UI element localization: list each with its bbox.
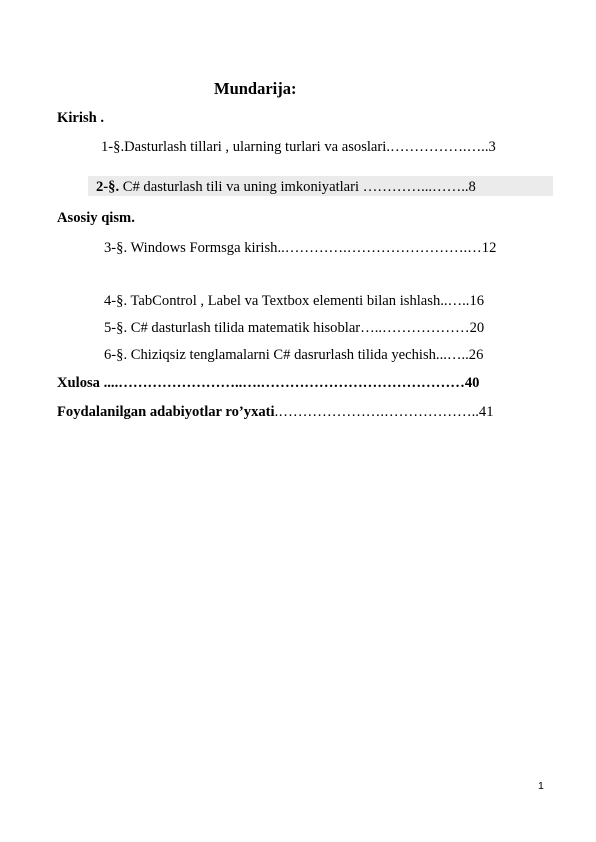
- entry-text: C# dasturlash tili va uning imkoniyatlari …………...……..8: [119, 179, 476, 195]
- toc-title: Mundarija:: [214, 79, 297, 98]
- references-label: Foydalanilgan adabiyotlar ro’yxati: [57, 404, 275, 420]
- toc-entry-1: [101, 138, 496, 156]
- entry-number: 4-§.: [104, 293, 128, 309]
- entry-text: Chiziqsiz tenglamalarni C# dasrurlash tilida yechish...…..26: [127, 347, 484, 363]
- toc-conclusion: Xulosa ....……………………..….……………………………………40: [57, 375, 480, 391]
- toc-references: [57, 403, 494, 421]
- entry-number: 2-§.: [96, 179, 120, 195]
- section-main: Asosiy qism.: [57, 210, 135, 226]
- entry-text: Windows Formsga kirish..………….…………………….…12: [127, 240, 497, 256]
- toc-entry-6: [104, 346, 483, 364]
- toc-entry-2: [96, 178, 476, 196]
- toc-entry-4: [104, 292, 484, 310]
- entry-number: 6-§.: [104, 347, 128, 363]
- entry-text: Dasturlash tillari , ularning turlari va asoslari.…………….…..3: [124, 139, 496, 155]
- toc-entry-3: [104, 239, 496, 257]
- entry-text: TabControl , Label va Textbox elementi bilan ishlash..…..16: [127, 293, 485, 309]
- toc-entry-5: [104, 319, 484, 337]
- page-number: 1: [538, 780, 544, 792]
- entry-number: 5-§.: [104, 320, 128, 336]
- section-intro: Kirish .: [57, 110, 105, 126]
- entry-text: C# dasturlash tilida matematik hisoblar…..………………20: [127, 320, 485, 336]
- entry-number: 1-§.: [101, 139, 125, 155]
- references-dots: .………………….………………..41: [274, 404, 494, 420]
- entry-number: 3-§.: [104, 240, 128, 256]
